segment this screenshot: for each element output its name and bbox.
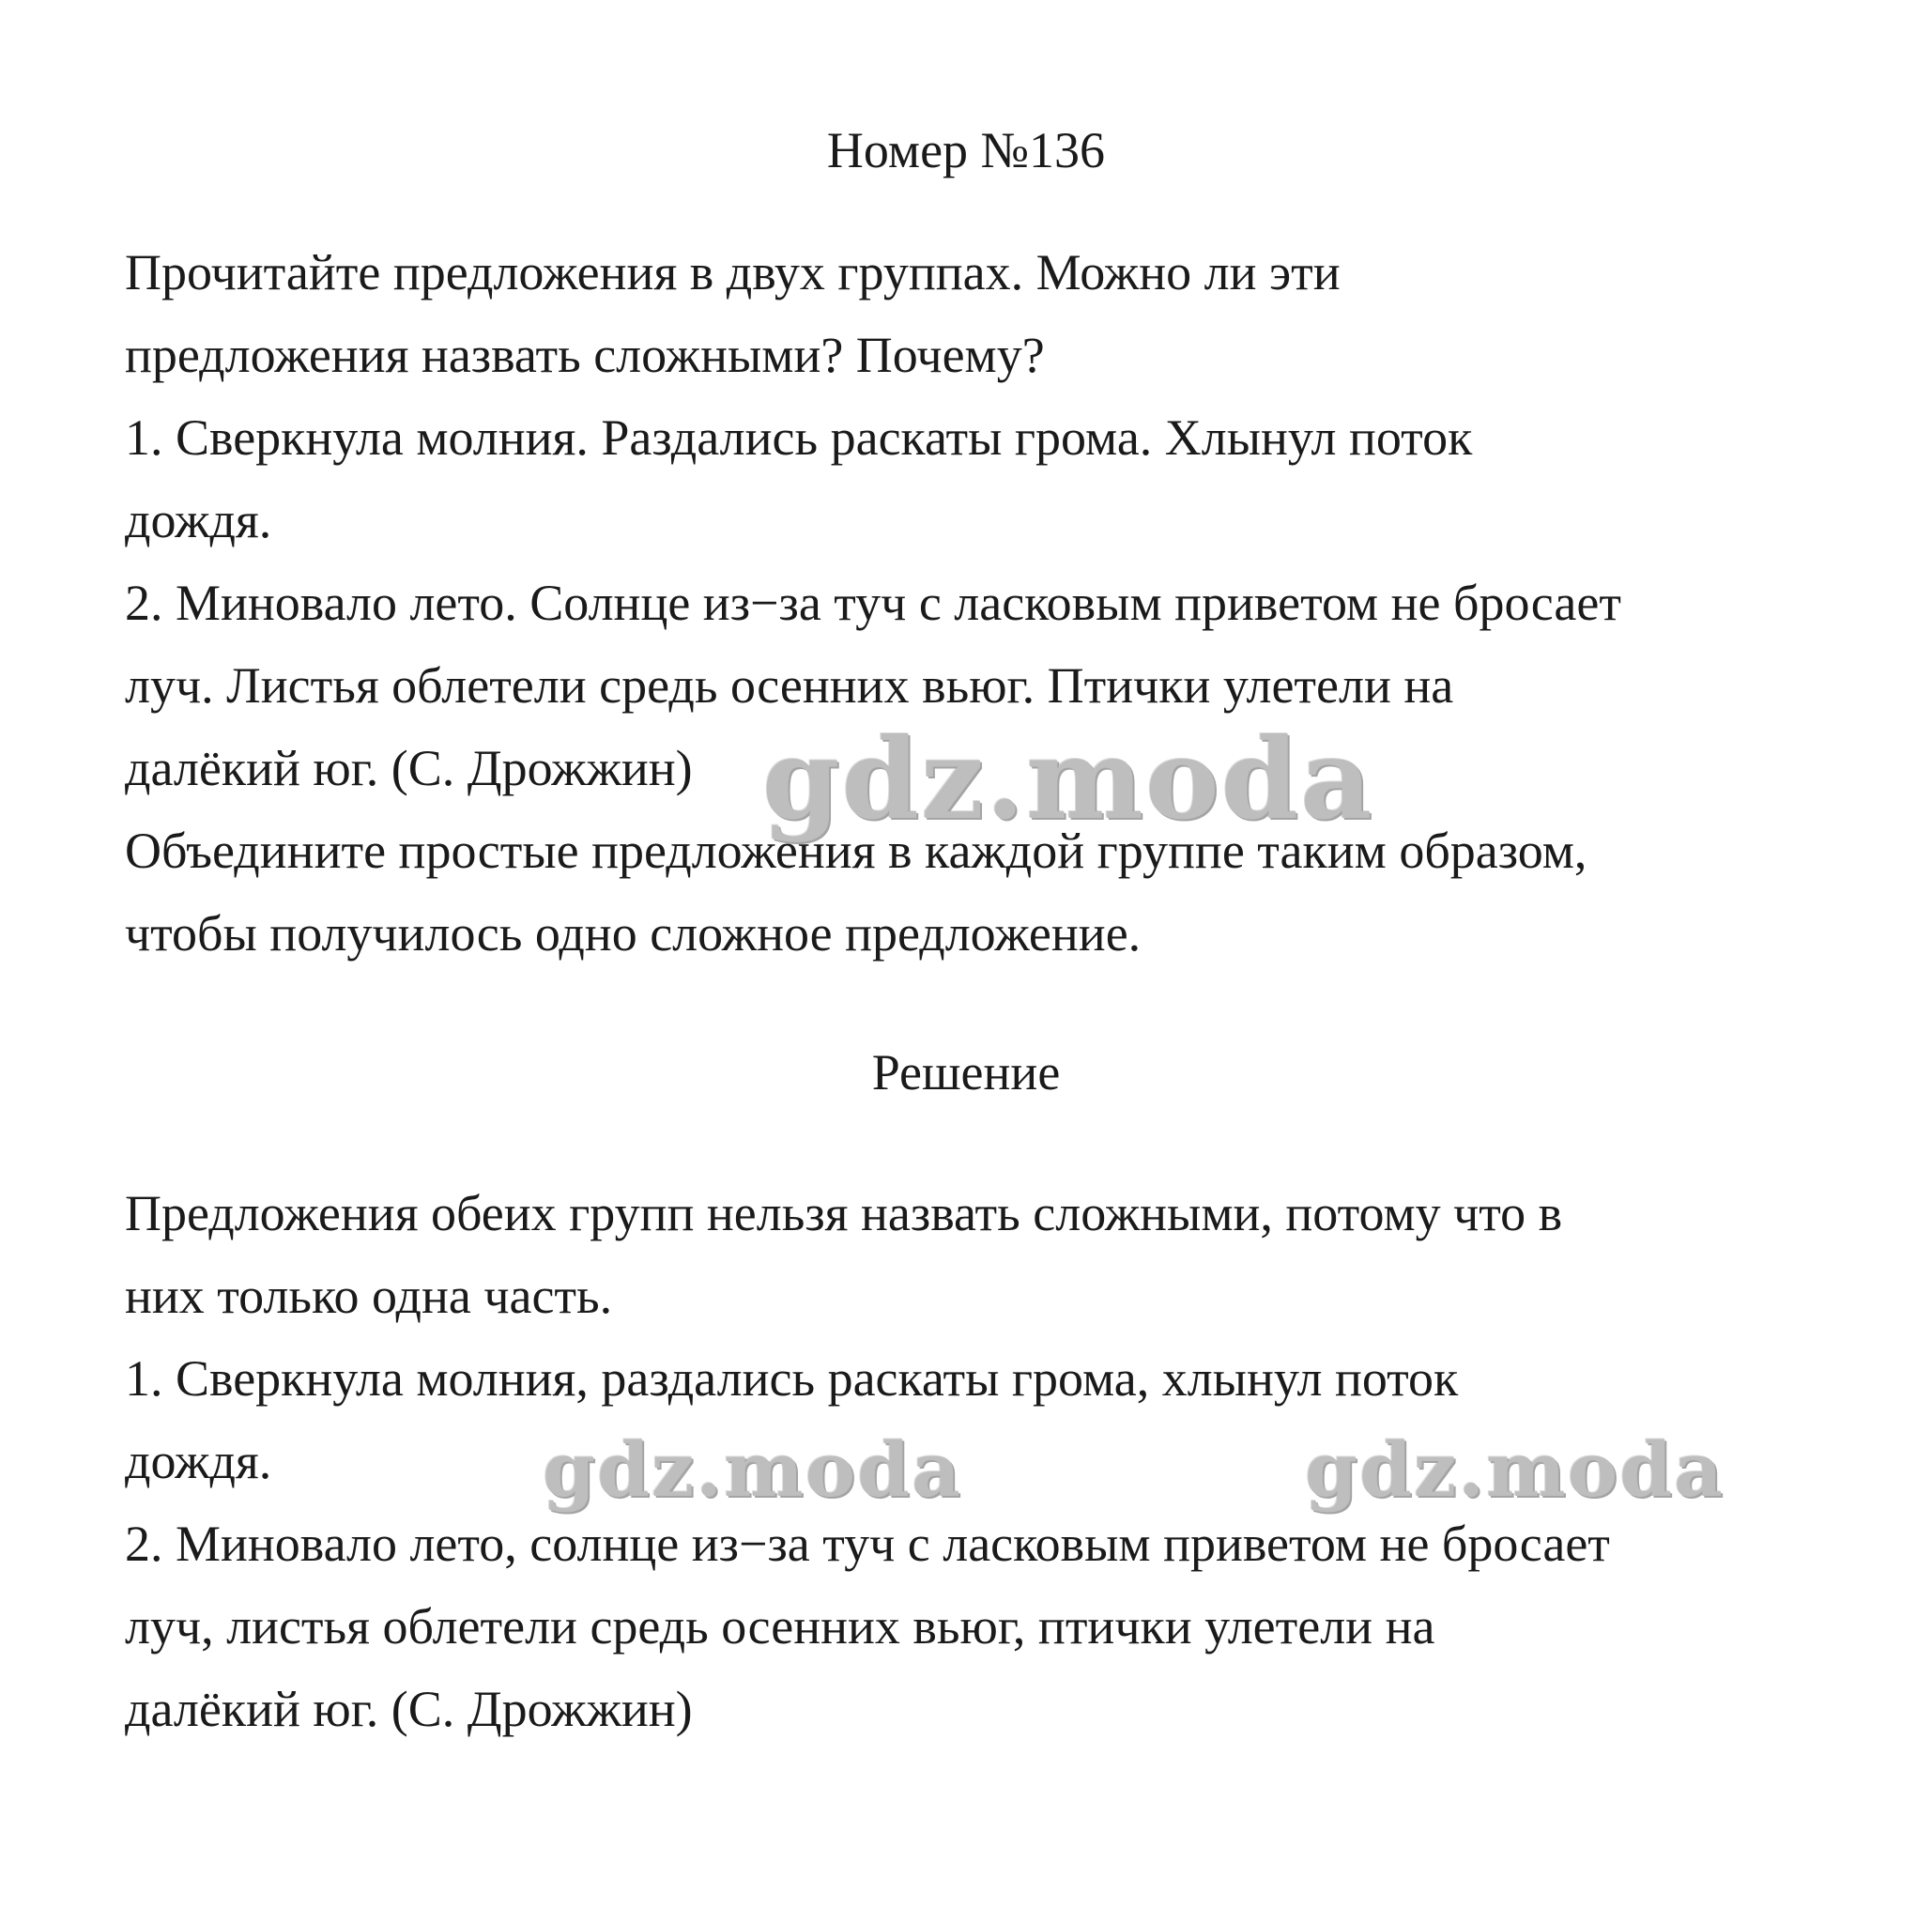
solution-line-3: 1. Сверкнула молния, раздались раскаты грома, хлынул поток — [125, 1350, 1459, 1407]
task-line-4: дождя. — [125, 492, 272, 548]
solution-line-2: них только одна часть. — [125, 1268, 613, 1324]
solution-line-1: Предложения обеих групп нельзя назвать сложными, потому что в — [125, 1185, 1563, 1241]
solution-line-7: далёкий юг. (С. Дрожжин) — [125, 1681, 693, 1737]
solution-line-6: луч, листья облетели средь осенних вьюг, птички улетели на — [125, 1598, 1435, 1655]
task-line-9: чтобы получилось одно сложное предложение. — [125, 905, 1142, 962]
solution-line-4: дождя. — [125, 1433, 272, 1489]
task-line-8: Объедините простые предложения в каждой группе таким образом, — [125, 823, 1587, 879]
task-line-1: Прочитайте предложения в двух группах. Можно ли эти — [125, 244, 1341, 300]
task-line-7: далёкий юг. (С. Дрожжин) — [125, 740, 693, 796]
watermark-logo: gdz.moda — [543, 1425, 962, 1514]
solution-heading: Решение — [871, 1044, 1061, 1101]
task-line-6: луч. Листья облетели средь осенних вьюг. Птички улетели на — [125, 657, 1454, 714]
task-line-3: 1. Сверкнула молния. Раздались раскаты грома. Хлынул поток — [125, 409, 1473, 466]
watermark-logo: gdz.moda — [762, 714, 1374, 844]
watermark-logo: gdz.moda — [1305, 1425, 1725, 1514]
task-line-2: предложения назвать сложными? Почему? — [125, 327, 1045, 383]
page-title: Номер №136 — [826, 122, 1106, 178]
solution-line-5: 2. Миновало лето, солнце из−за туч с ласковым приветом не бросает — [125, 1516, 1610, 1572]
task-line-5: 2. Миновало лето. Солнце из−за туч с ласковым приветом не бросает — [125, 575, 1621, 631]
